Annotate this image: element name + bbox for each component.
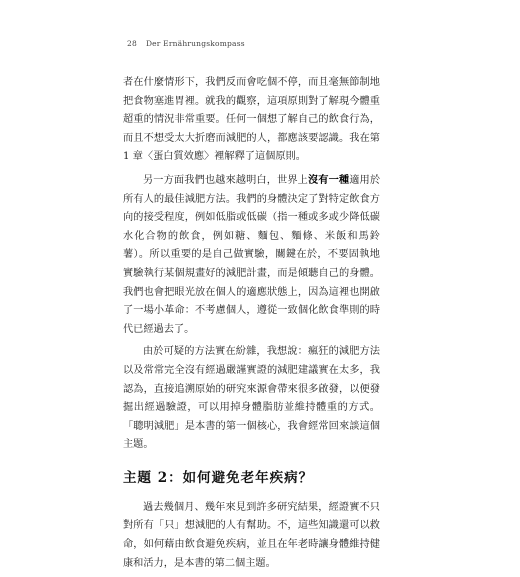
page-number: 28 [127, 39, 137, 48]
paragraph-2-start: 另一方面我們也越來越明白，世界上 [143, 174, 308, 186]
paragraph-2-rest: 適用於所有人的最佳減肥方法。我們的身體決定了對特定飲食方向的接受程度，例如低脂或低碳（指一種或多或少降低碳水化合物的飲食，例如糖、麵包、麵條、米飯和馬鈴薯）。所以重要的是自己做實驗，關鍵在於，不要固執地實驗執行某個規畫好的減肥計畫，而是傾聽自己的身體。我們也會把眼光放在個人的適應狀態上，因為這裡也開啟了一場小革命：不考慮個人，遵從一致個化飲食準則的時代已經過去了。 [123, 174, 381, 335]
paragraph-2-emphasis: 沒有一種 [307, 173, 350, 186]
body-text [123, 74, 380, 577]
book-title: Der Ernährungskompass [145, 39, 245, 48]
paragraph-4: 過去幾個月、幾年來見到許多研究結果，經證實不只對所有「只」想減肥的人有幫助。不，這些知識還可以救命，如何藉由飲食避免疾病，並且在年老時讓身體維持健康和活力，是本書的第二個主題。 [123, 501, 380, 569]
running-head [127, 39, 245, 48]
paragraph-3: 由於可疑的方法實在紛雜，我想說：瘋狂的減肥方法以及常常完全沒有經過嚴謹實證的減肥建議實在太多，我認為，直接追溯原始的研究來源會帶來很多啟發，以便發掘出經過驗證，可以用掉身體脂肪並維持體重的方式。「聰明減肥」是本書的第一個核心，我會經常回來談這個主題。 [123, 346, 380, 451]
section-heading: 主題 2：如何避免老年疾病？ [123, 469, 314, 486]
paragraph-1: 者在什麼情形下，我們反而會吃個不停，而且毫無節制地把食物塞進胃裡。就我的觀察，這項原則對了解現今體重超重的情況非常重要。任何一個想了解自己的飲食行為，而且不想受太大折磨而減肥的人，都應該要認識。我在第 1 章〈蛋白質效應〉裡解釋了這個原則。 [123, 77, 380, 163]
paragraph-2 [123, 171, 380, 339]
